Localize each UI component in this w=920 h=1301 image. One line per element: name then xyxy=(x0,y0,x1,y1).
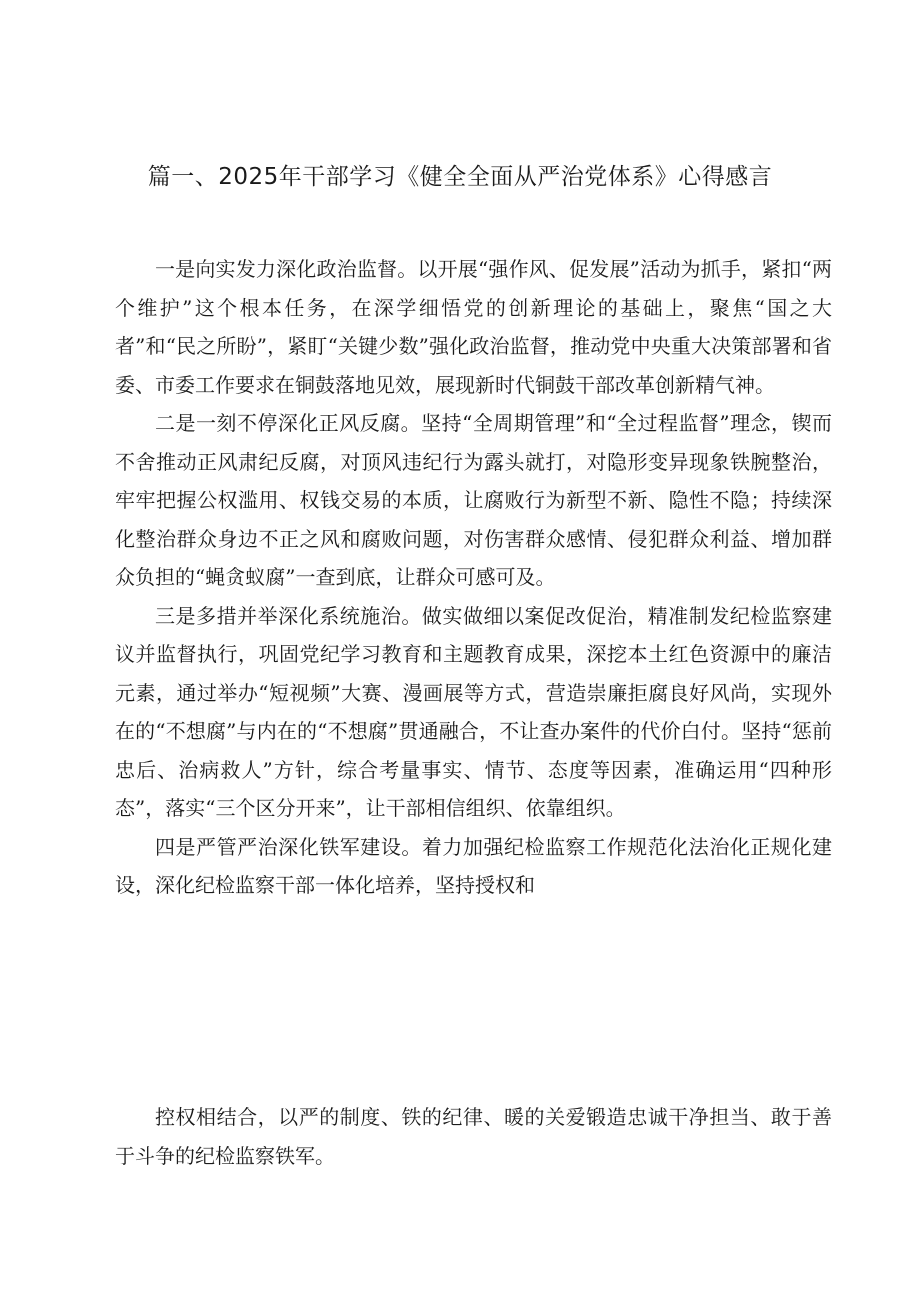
paragraph-1: 一是向实发力深化政治监督。以开展“强作风、促发展”活动为抓手，紧扣“两个维护”这个根本任务，在深学细悟党的创新理论的基础上，聚焦“国之大者”和“民之所盼”，紧盯“关键少数”强化政治监督，推动党中央重大决策部署和省委、市委工作要求在铜鼓落地见效，展现新时代铜鼓干部改革创新精气神。 xyxy=(115,257,832,397)
document-body xyxy=(115,250,832,905)
document-title: 篇一、2025年干部学习《健全全面从严治党体系》心得感言 xyxy=(147,164,773,190)
paragraph-continuation: 控权相结合，以严的制度、铁的纪律、暖的关爱锻造忠诚干净担当、敢于善于斗争的纪检监察铁军。 xyxy=(115,1105,832,1168)
paragraph-2: 二是一刻不停深化正风反腐。坚持“全周期管理”和“全过程监督”理念，锲而不舍推动正风肃纪反腐，对顶风违纪行为露头就打，对隐形变异现象铁腕整治，牢牢把握公权滥用、权钱交易的本质，让腐败行为新型不新、隐性不隐；持续深化整治群众身边不正之风和腐败问题，对伤害群众感情、侵犯群众利益、增加群众负担的“蝇贪蚁腐”一查到底，让群众可感可及。 xyxy=(115,411,832,589)
paragraph-4: 四是严管严治深化铁军建设。着力加强纪检监察工作规范化法治化正规化建设，深化纪检监察干部一体化培养，坚持授权和 xyxy=(115,834,832,897)
paragraph-3: 三是多措并举深化系统施治。做实做细以案促改促治，精准制发纪检监察建议并监督执行，巩固党纪学习教育和主题教育成果，深挖本土红色资源中的廉洁元素，通过举办“短视频”大赛、漫画展等方式，营造崇廉拒腐良好风尚，实现外在的“不想腐”与内在的“不想腐”贯通融合，不让查办案件的代价白付。坚持“惩前忠后、治病救人”方针，综合考量事实、情节、态度等因素，准确运用“四种形态”，落实“三个区分开来”，让干部相信组织、依靠组织。 xyxy=(115,603,832,820)
document-body-continuation xyxy=(115,1098,832,1175)
